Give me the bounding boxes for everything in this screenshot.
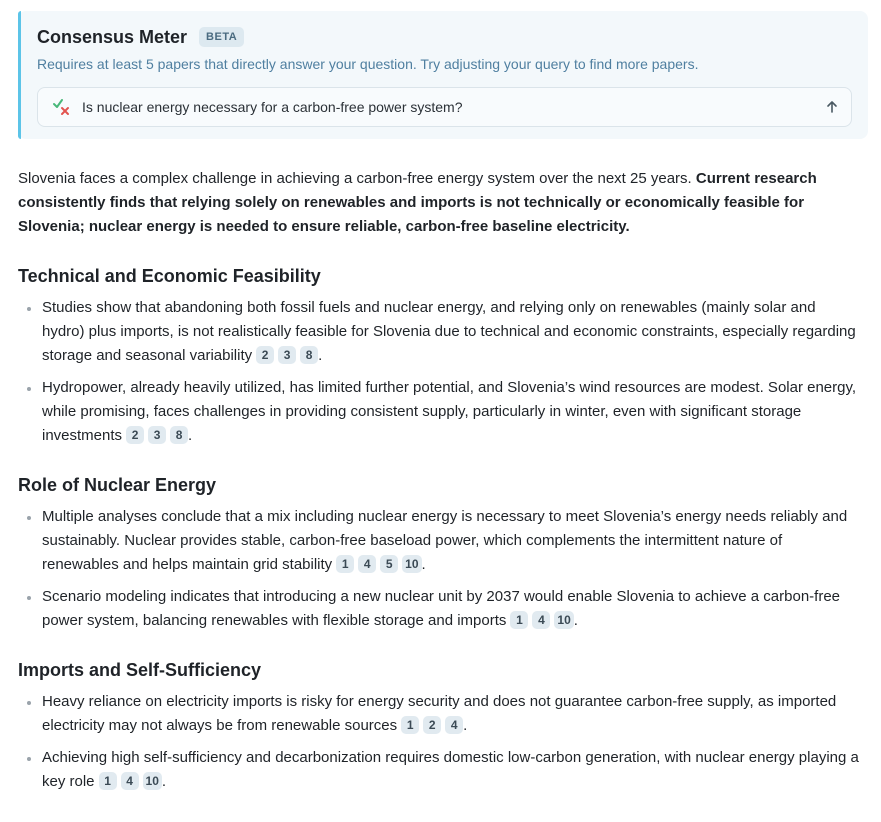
beta-badge: BETA <box>199 27 244 47</box>
section-nuclear-role <box>18 473 868 633</box>
consensus-meter-card <box>18 11 868 139</box>
bullet-list <box>18 296 868 448</box>
section-heading: Technical and Economic Feasibility <box>18 266 321 286</box>
list-item: Multiple analyses conclude that a mix including nuclear energy is necessary to meet Slovenia’s energy needs reliably and sustainably. Nuclear provides stable, carbon-free baseload power, which complements the intermittent nature of renewables and helps maintain grid stability 1 4 5 10 . <box>18 505 862 577</box>
citation-badge[interactable]: 8 <box>170 426 188 444</box>
citation-badge[interactable]: 3 <box>278 346 296 364</box>
citation-badge[interactable]: 3 <box>148 426 166 444</box>
citation-badge[interactable]: 4 <box>121 772 139 790</box>
section-imports <box>18 658 868 794</box>
section-heading: Imports and Self-Sufficiency <box>18 660 262 680</box>
citation-badge[interactable]: 2 <box>126 426 144 444</box>
citation-badge[interactable]: 1 <box>336 555 354 573</box>
citation-badge[interactable]: 2 <box>256 346 274 364</box>
list-item-text: Achieving high self-sufficiency and decarbonization requires domestic low-carbon generation, with nuclear energy playing a key role <box>42 749 859 790</box>
section-heading: Role of Nuclear Energy <box>18 475 217 495</box>
citation-badge[interactable]: 10 <box>143 772 162 790</box>
consensus-meter-subtitle: Requires at least 5 papers that directly answer your question. Try adjusting your query to find more papers. <box>37 56 699 72</box>
intro-text: Slovenia faces a complex challenge in achieving a carbon-free energy system over the next 25 years. <box>18 170 696 187</box>
list-item: Scenario modeling indicates that introducing a new nuclear unit by 2037 would enable Slovenia to achieve a carbon-free power system, balancing renewables with flexible storage and imports 1 4 10 . <box>18 585 862 633</box>
bullet-list <box>18 505 868 633</box>
citation-badge[interactable]: 1 <box>510 611 528 629</box>
citation-badge[interactable]: 4 <box>358 555 376 573</box>
question-row[interactable] <box>37 87 852 127</box>
list-item-text: Multiple analyses conclude that a mix including nuclear energy is necessary to meet Slovenia’s energy needs reliably and sustainably. Nuclear provides stable, carbon-free baseload power, which complements the intermittent nature of renewables and helps maintain grid stability <box>42 508 848 573</box>
section-technical <box>18 264 868 448</box>
citation-badge[interactable]: 5 <box>380 555 398 573</box>
consensus-meter-header <box>37 24 852 50</box>
question-text: Is nuclear energy necessary for a carbon-free power system? <box>82 99 463 115</box>
consensus-meter-title: Consensus Meter <box>37 26 188 47</box>
bullet-list <box>18 690 868 794</box>
list-item: Heavy reliance on electricity imports is risky for energy security and does not guarantee carbon-free supply, as imported electricity may not always be from renewable sources 1 2 4 . <box>18 690 862 738</box>
list-item-text: Studies show that abandoning both fossil fuels and nuclear energy, and relying only on renewables (mainly solar and hydro) plus imports, is not realistically feasible for Slovenia due to technical and economic constraints, especially regarding storage and seasonal variability <box>42 299 856 364</box>
citation-badge[interactable]: 1 <box>99 772 117 790</box>
check-x-icon <box>52 97 72 117</box>
citation-badge[interactable]: 2 <box>423 716 441 734</box>
list-item-text: Hydropower, already heavily utilized, has limited further potential, and Slovenia’s wind resources are modest. Solar energy, while promising, faces challenges in providing consistent supply, particularly in winter, even with significant storage investments <box>42 379 857 444</box>
citation-badge[interactable]: 4 <box>532 611 550 629</box>
intro-bold-text: Current research consistently finds that relying solely on renewables and imports is not technically or economically feasible for Slovenia; nuclear energy is needed to ensure reliable, carbon-free baseline electricity. <box>18 170 817 235</box>
list-item: Achieving high self-sufficiency and decarbonization requires domestic low-carbon generation, with nuclear energy playing a key role 1 4 10 . <box>18 746 862 794</box>
list-item: Hydropower, already heavily utilized, has limited further potential, and Slovenia’s wind resources are modest. Solar energy, while promising, faces challenges in providing consistent supply, particularly in winter, even with significant storage investments 2 3 8 . <box>18 376 862 448</box>
intro-paragraph <box>18 167 863 239</box>
list-item-text: Scenario modeling indicates that introducing a new nuclear unit by 2037 would enable Slovenia to achieve a carbon-free power system, balancing renewables with flexible storage and imports <box>42 588 841 629</box>
list-item-text: Heavy reliance on electricity imports is risky for energy security and does not guarantee carbon-free supply, as imported electricity may not always be from renewable sources <box>42 693 837 734</box>
citation-badge[interactable]: 10 <box>402 555 421 573</box>
citation-badge[interactable]: 1 <box>401 716 419 734</box>
citation-badge[interactable]: 8 <box>300 346 318 364</box>
list-item: Studies show that abandoning both fossil fuels and nuclear energy, and relying only on renewables (mainly solar and hydro) plus imports, is not realistically feasible for Slovenia due to technical and economic constraints, especially regarding storage and seasonal variability 2 3 8 . <box>18 296 862 368</box>
citation-badge[interactable]: 10 <box>554 611 573 629</box>
arrow-up-icon[interactable] <box>825 100 839 114</box>
citation-badge[interactable]: 4 <box>445 716 463 734</box>
